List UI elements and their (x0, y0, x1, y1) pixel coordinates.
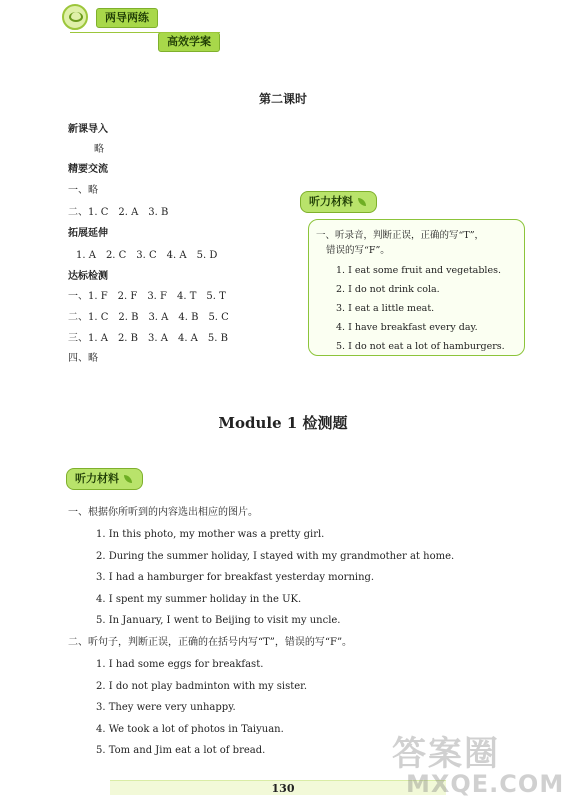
lesson-title: 第二课时 (258, 92, 307, 106)
logo-badge-icon (62, 4, 88, 30)
book-tag: 高效学案 (158, 32, 220, 52)
series-tag: 两导两练 (96, 8, 158, 28)
listening-item: 3. I had a hamburger for breakfast yesterday morning. (96, 572, 375, 583)
listening-item: 5. In January, I went to Beijing to visit my uncle. (96, 615, 341, 626)
box-instruction: 一、听录音，判断正误，正确的写“T”， (316, 230, 485, 241)
section-heading: 达标检测 (68, 271, 108, 282)
section-heading: 新课导入 (68, 124, 108, 135)
answer-line: 略 (94, 144, 104, 155)
section-heading: 精要交流 (68, 164, 108, 175)
answer-line: 三、1. A 2. B 3. A 4. A 5. B (68, 333, 228, 344)
listening-tag (300, 191, 377, 213)
header-rule (70, 32, 220, 33)
listening-item: 4. I spent my summer holiday in the UK. (96, 594, 302, 605)
module-title: Module 1 检测题 (218, 414, 348, 432)
box-item: 3. I eat a little meat. (336, 303, 435, 314)
box-item: 1. I eat some fruit and vegetables. (336, 265, 501, 276)
box-instruction: 错误的写“F”。 (326, 245, 390, 256)
listening-item: 3. They were very unhappy. (96, 702, 236, 713)
part-title: 二、听句子，判断正误，正确的在括号内写“T”，错误的写“F”。 (68, 637, 353, 648)
leaf-icon (124, 475, 132, 483)
answer-line: 一、1. F 2. F 3. F 4. T 5. T (68, 291, 226, 302)
part-title: 一、根据你所听到的内容选出相应的图片。 (68, 507, 258, 518)
listening-tag (66, 468, 143, 490)
listening-tag-label: 听力材料 (75, 472, 119, 485)
watermark (392, 726, 565, 806)
listening-item: 2. During the summer holiday, I stayed with my grandmother at home. (96, 551, 455, 562)
leaf-icon (358, 198, 366, 206)
box-item: 4. I have breakfast every day. (336, 322, 478, 333)
answer-line: 一、略 (68, 185, 98, 196)
answer-line: 二、1. C 2. A 3. B (68, 207, 169, 218)
section-heading: 拓展延伸 (68, 228, 108, 239)
listening-item: 1. In this photo, my mother was a pretty girl. (96, 529, 325, 540)
listening-item: 5. Tom and Jim eat a lot of bread. (96, 745, 266, 756)
listening-item: 4. We took a lot of photos in Taiyuan. (96, 724, 284, 735)
answer-line: 四、略 (68, 353, 98, 364)
watermark-line: 答案圈 (392, 734, 500, 774)
page-number: 130 (271, 782, 295, 795)
listening-item: 2. I do not play badminton with my sister. (96, 681, 308, 692)
box-item: 5. I do not eat a lot of hamburgers. (336, 341, 505, 352)
watermark-line: MXQE.COM (406, 770, 565, 798)
box-item: 2. I do not drink cola. (336, 284, 440, 295)
answer-line: 二、1. C 2. B 3. A 4. B 5. C (68, 312, 229, 323)
answer-line: 1. A 2. C 3. C 4. A 5. D (76, 250, 218, 261)
listening-tag-label: 听力材料 (309, 195, 353, 208)
listening-item: 1. I had some eggs for breakfast. (96, 659, 264, 670)
